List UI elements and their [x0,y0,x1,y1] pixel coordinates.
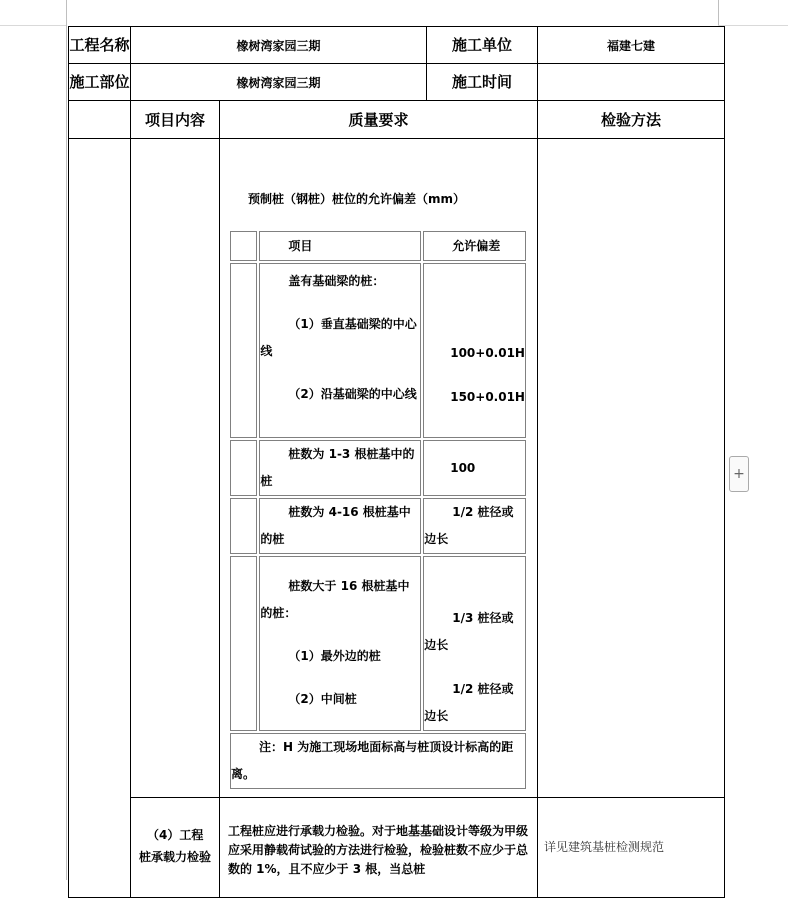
inner-blank [230,263,257,438]
load-test-item: （4）工程桩承载力检验 [131,798,220,898]
inner-note-row [230,733,526,789]
load-test-requirement: 工程桩应进行承载力检验。对于地基基础设计等级为甲级应采用静载荷试验的方法进行检验，检验桩数不应少于总数的 1%，且不应少于 3 根，当总桩 [220,798,538,898]
p16-2-value: 1/2 桩径或边长 [424,682,514,723]
inner-row [230,440,526,496]
beam-2: （2）沿基础梁的中心线 [288,387,417,401]
location-label: 施工部位 [69,64,131,101]
beam-1-value: 100+0.01H [450,346,525,360]
p16-1: （1）最外边的桩 [288,649,381,663]
project-name-label: 工程名称 [69,27,131,64]
p16: 桩数大于 16 根桩基中的桩： [260,579,410,620]
col-tolerance: 允许偏差 [423,231,526,261]
project-name-value: 橡树湾家园三期 [131,27,427,64]
beam-1: （1）垂直基础梁的中心线 [260,317,417,358]
inner-row [230,556,526,731]
inner-row [230,498,526,554]
pile-position-row [69,139,725,798]
pile-tolerance-table [228,229,528,791]
column-quality: 质量要求 [220,101,538,139]
expand-button[interactable]: + [729,456,749,492]
p416-value: 1/2 桩径或边长 [423,498,526,554]
inspection-table [68,26,725,898]
time-value [538,64,725,101]
pile-position-cell [220,139,538,798]
inner-blank [230,231,257,261]
load-test-row [69,798,725,898]
p416: 桩数为 4-16 根桩基中的桩 [259,498,421,554]
inner-blank [230,498,257,554]
location-value: 橡树湾家园三期 [131,64,427,101]
blank-cell [69,101,131,139]
col-item: 项目 [259,231,421,261]
pile-section-title: 预制桩（钢桩）桩位的允许偏差（mm） [248,192,466,206]
header-row [69,64,725,101]
time-label: 施工时间 [427,64,538,101]
page-margin-guide [0,25,66,26]
beam-title: 盖有基础梁的桩： [288,274,385,288]
pile-note: 注：H 为施工现场地面标高与桩顶设计标高的距离。 [230,733,526,789]
blank-cell [538,139,725,798]
blank-cell [69,139,131,898]
header-row [69,27,725,64]
page-margin-guide [66,0,67,880]
column-header-row [69,101,725,139]
inner-blank [230,440,257,496]
p13-value: 100 [423,440,526,496]
p16-1-value: 1/3 桩径或边长 [424,611,514,652]
inner-row [230,263,526,438]
p16-2: （2）中间桩 [288,692,357,706]
inner-header-row [230,231,526,261]
p13: 桩数为 1-3 根桩基中的桩 [259,440,421,496]
contractor-value: 福建七建 [538,27,725,64]
page-margin-guide [718,0,719,26]
page-margin-guide [718,25,788,26]
contractor-label: 施工单位 [427,27,538,64]
beam-2-value: 150+0.01H [450,390,525,404]
load-test-method: 详见建筑基桩检测规范 [538,798,725,898]
inner-blank [230,556,257,731]
column-method: 检验方法 [538,101,725,139]
column-item: 项目内容 [131,101,220,139]
blank-cell [131,139,220,798]
